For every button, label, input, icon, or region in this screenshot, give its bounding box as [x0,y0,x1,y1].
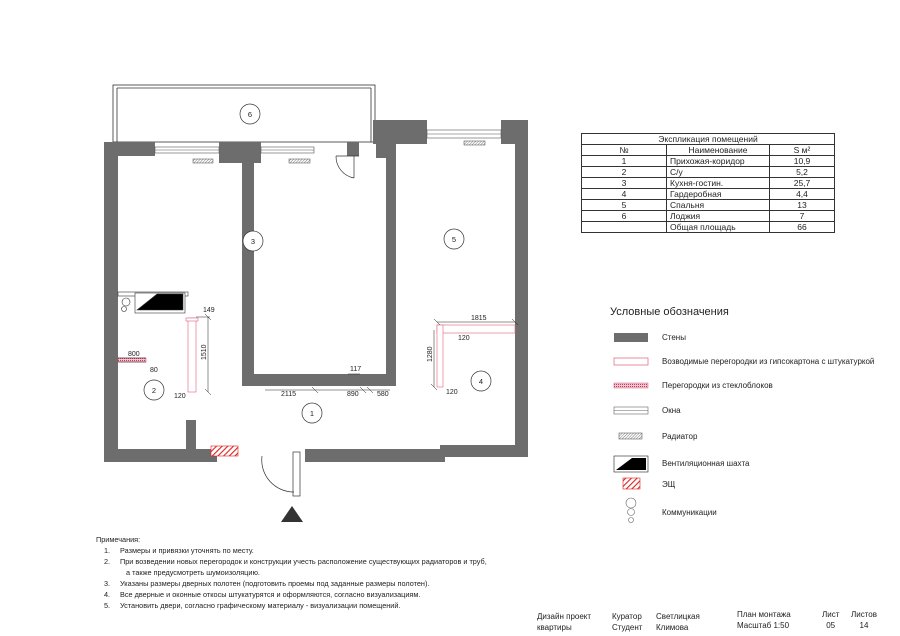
stamp-sheets [851,609,877,631]
row-area: 10,9 [770,156,835,167]
stamp-plan [737,609,791,631]
dim-80: 80 [150,367,158,374]
dim-120-a: 120 [174,393,186,400]
row-area: 4,4 [770,189,835,200]
dim-800: 800 [128,351,140,358]
stamp-sheet [822,609,839,631]
note-1: Размеры и привязки уточнять по месту. [120,546,254,555]
note-num: 3. [104,579,111,588]
room-number-5: 5 [451,235,457,244]
row-name: Спальня [667,200,770,211]
header-num: № [582,145,667,156]
legend-walls: Стены [662,333,686,342]
table-row [582,178,835,189]
notes [96,534,487,611]
stamp-student: Студент [612,623,643,632]
dim-117: 117 [350,366,362,373]
legend-title: Условные обозначения [610,306,729,318]
dim-1510: 1510 [201,344,208,360]
header-name: Наименование [667,145,770,156]
note-2: При возведении новых перегородок и конструкции учесть расположение существующих радиаторов и труб, [120,557,487,566]
room-number-3: 3 [250,237,256,246]
notes-title: Примечания: [96,535,141,544]
table-row [582,189,835,200]
row-num: 5 [582,200,667,211]
row-num: 4 [582,189,667,200]
dim-120-c: 120 [446,389,458,396]
row-name: Лоджия [667,211,770,222]
dim-890: 890 [347,391,359,398]
table-row [582,200,835,211]
row-area: 7 [770,211,835,222]
legend-windows: Окна [662,406,681,415]
legend-comms: Коммуникации [662,508,717,517]
stamp-name-2: Климова [656,623,689,632]
legend-symbols [614,333,648,523]
stamp-scale: Масштаб 1:50 [737,621,790,630]
room-number-2: 2 [151,386,157,395]
header-area: S м² [770,145,835,156]
room-number-6: 6 [247,110,253,119]
row-name: Кухня-гостин. [667,178,770,189]
balcony-door [336,156,359,178]
table-row [582,167,835,178]
table-row [582,211,835,222]
stamp-project-line2: квартиры [537,623,572,632]
stamp-curator: Куратор [612,612,642,621]
note-2b: а также предусмотреть шумоизоляцию. [126,568,260,577]
entrance-arrow [281,506,303,522]
stamp-sheets-label: Листов [851,610,877,619]
row-num: 1 [582,156,667,167]
row-name: Гардеробная [667,189,770,200]
room-number-1: 1 [309,409,315,418]
total-label: Общая площадь [667,222,770,233]
dim-149: 149 [203,307,215,314]
stamp-sheet-label: Лист [822,610,840,619]
room-number-4: 4 [478,377,484,386]
legend-drywall: Возводимые перегородки из гипсокартона с штукатуркой [662,357,875,366]
note-num: 2. [104,557,111,566]
stamp-name-1: Светлицкая [656,612,700,621]
electrical-panel [211,446,238,456]
explication-title: Экспликация помещений [582,134,835,145]
bathroom-partitions [118,292,198,392]
note-3: Указаны размеры дверных полотен (подготовить проемы под заданные размеры полотен). [120,579,430,588]
legend-glassblock: Перегородки из стеклоблоков [662,381,773,390]
table-row [582,156,835,167]
note-num: 5. [104,601,111,610]
note-5: Установить двери, согласно графическому материалу - визуализации помещений. [120,601,401,610]
total-area: 66 [770,222,835,233]
legend-panel: ЭЩ [662,480,676,489]
dim-120-b: 120 [458,335,470,342]
stamp-project-line1: Дизайн проект [537,612,592,621]
explication-table [581,133,835,233]
row-name: Прихожая-коридор [667,156,770,167]
legend-radiator: Радиатор [662,432,698,441]
row-name: С/у [667,167,770,178]
note-num: 1. [104,546,111,555]
stamp-names [656,611,700,633]
row-num: 3 [582,178,667,189]
stamp-sheets-value: 14 [859,621,869,630]
note-num: 4. [104,590,111,599]
note-4: Все дверные и оконные откосы штукатурятся и оформляются, согласно визуализациям. [120,590,421,599]
row-num: 2 [582,167,667,178]
stamp-plan-title: План монтажа [737,610,791,619]
windows [155,130,501,153]
stamp-sheet-value: 05 [826,621,836,630]
entrance-door [262,452,300,496]
stamp-roles [612,611,642,633]
dim-2115: 2115 [281,391,297,398]
table-total-row [582,222,835,233]
row-num: 6 [582,211,667,222]
dim-1280: 1280 [427,346,434,362]
row-area: 25,7 [770,178,835,189]
row-area: 5,2 [770,167,835,178]
row-area: 13 [770,200,835,211]
dim-580: 580 [377,391,389,398]
dim-1815: 1815 [471,315,487,322]
stamp-project [537,611,591,633]
legend-vent: Вентиляционная шахта [662,459,750,468]
